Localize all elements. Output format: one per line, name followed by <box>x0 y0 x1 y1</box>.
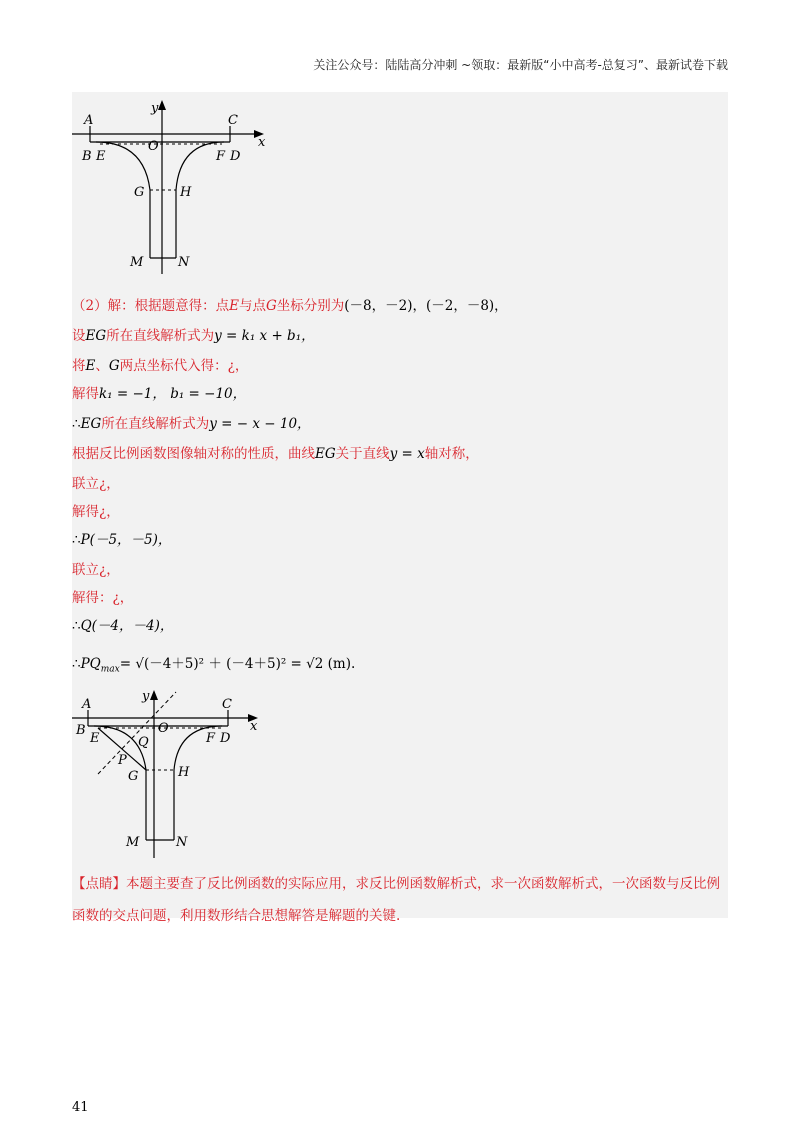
label-D: D <box>220 731 231 746</box>
comment-block <box>72 868 728 932</box>
label-x: x <box>250 719 258 734</box>
label-N: N <box>176 835 188 850</box>
solution-line-12: ∴Q(－4，－4)， <box>72 618 174 634</box>
label-C: C <box>228 113 238 128</box>
label-G: G <box>134 185 145 200</box>
label-M: M <box>126 835 140 850</box>
solution-line-1: （2）解：根据题意得：点E与点G坐标分别为(－8，－2)，(－2，－8)， <box>72 298 508 314</box>
label-y: y <box>142 690 150 704</box>
label-A: A <box>84 113 94 128</box>
label-H: H <box>178 765 190 780</box>
page-header: 关注公众号：陆陆高分冲刺 ~领取：最新版“小中高考-总复习”、最新试卷下载 <box>313 58 728 72</box>
label-G: G <box>128 769 139 784</box>
comment-tag: 【点睛】 <box>72 876 126 892</box>
solution-line-9: ∴P(－5，－5)， <box>72 532 172 548</box>
label-H: H <box>180 185 192 200</box>
label-F: F <box>216 149 226 164</box>
label-x: x <box>258 135 266 150</box>
label-Q: Q <box>138 735 149 750</box>
label-E: E <box>90 731 100 746</box>
solution-line-11: 解得：¿， <box>72 590 134 606</box>
figure-2-diagram <box>72 690 272 862</box>
label-C: C <box>222 697 232 712</box>
comment-text: 本题主要查了反比例函数的实际应用，求反比例函数解析式，求一次函数解析式，一次函数与反比例函数的交点问题，利用数形结合思想解答是解题的关键. <box>72 876 720 924</box>
page-number: 41 <box>72 1100 89 1115</box>
label-E: E <box>96 149 106 164</box>
label-B: B <box>76 723 86 738</box>
label-O: O <box>158 721 169 736</box>
label-B: B <box>82 149 92 164</box>
label-A: A <box>82 697 92 712</box>
label-N: N <box>178 255 190 270</box>
solution-line-3: 将E、G两点坐标代入得：¿， <box>72 358 249 374</box>
label-D: D <box>230 149 241 164</box>
solution-line-10: 联立¿， <box>72 562 120 578</box>
solution-line-13: $\therefore PQ_{max}= √(-4+5)^2 + (-4+5)^2 = √2$ (m). <box>72 656 356 675</box>
label-F: F <box>206 731 216 746</box>
solution-line-7: 联立¿， <box>72 476 120 492</box>
solution-line-4: 解得k₁ = −1， b₁ = −10， <box>72 386 247 402</box>
solution-line-8: 解得¿， <box>72 504 120 520</box>
solution-line-6: 根据反比例函数图像轴对称的性质，曲线EG关于直线y = x轴对称， <box>72 446 479 462</box>
figure-1-diagram <box>72 98 272 276</box>
content-panel <box>72 92 728 924</box>
label-M: M <box>130 255 144 270</box>
solution-line-2: 设EG所在直线解析式为y = k₁ x + b₁， <box>72 328 315 344</box>
label-y: y <box>151 101 159 116</box>
label-O: O <box>148 139 159 154</box>
label-P: P <box>118 753 127 768</box>
solution-line-5: ∴EG所在直线解析式为y = − x − 10， <box>72 416 311 432</box>
